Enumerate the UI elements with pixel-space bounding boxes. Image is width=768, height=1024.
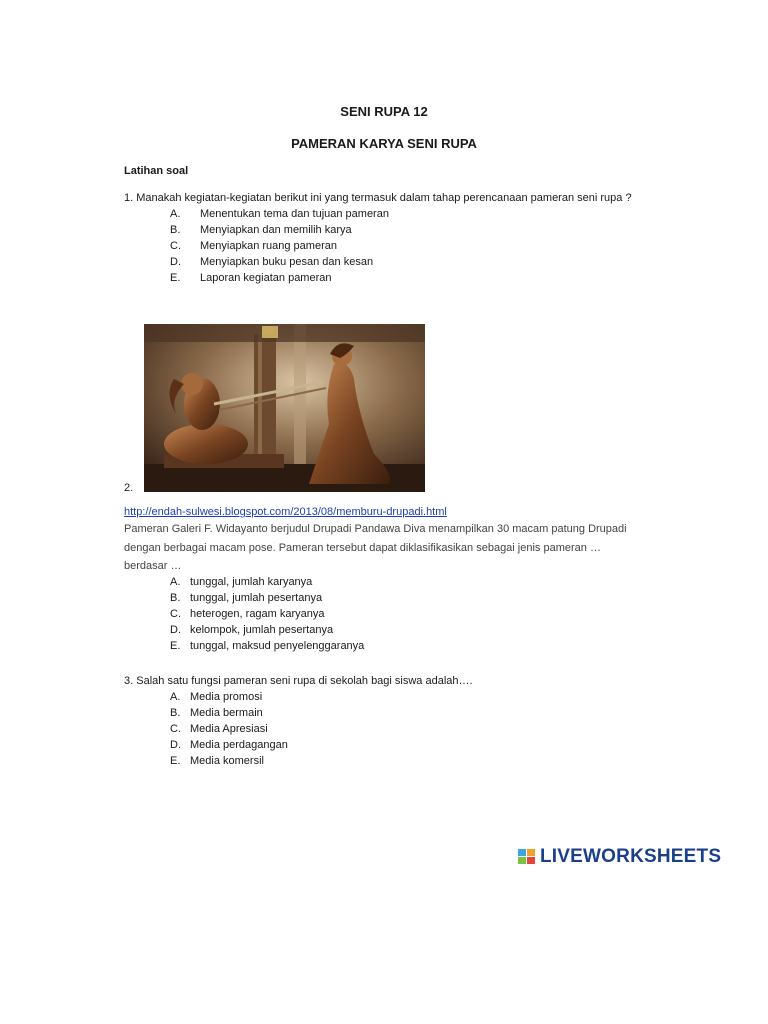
option-text: Menentukan tema dan tujuan pameran: [200, 208, 389, 220]
option-text: tunggal, jumlah pesertanya: [190, 592, 323, 604]
option-text: Menyiapkan ruang pameran: [200, 240, 337, 252]
option-text: Media perdagangan: [190, 739, 288, 751]
option-2d[interactable]: [170, 624, 333, 636]
option-text: kelompok, jumlah pesertanya: [190, 624, 334, 636]
option-3d[interactable]: [170, 739, 288, 751]
option-letter: B.: [170, 592, 181, 604]
option-3e[interactable]: [170, 755, 264, 767]
sculpture-illustration: [144, 324, 425, 492]
option-letter: D.: [170, 256, 181, 268]
question-3: [124, 675, 473, 687]
logo-text: LIVEWORKSHEETS: [540, 846, 722, 867]
option-2b[interactable]: [170, 592, 322, 604]
option-letter: A.: [170, 208, 181, 220]
question-2-number: 2.: [124, 482, 134, 494]
option-1e[interactable]: [170, 272, 331, 284]
option-text: heterogen, ragam karyanya: [190, 608, 325, 620]
question-2-text-line-2: dengan berbagai macam pose. Pameran tersebut dapat diklasifikasikan sebagai jenis pameran …: [124, 542, 601, 554]
question-2-text-line-1: Pameran Galeri F. Widayanto berjudul Drupadi Pandawa Diva menampilkan 30 macam patung Drupadi: [124, 523, 627, 535]
question-text: Manakah kegiatan-kegiatan berikut ini yang termasuk dalam tahap perencanaan pameran seni rupa ?: [136, 192, 632, 204]
option-text: Media komersil: [190, 755, 264, 767]
option-letter: E.: [170, 640, 181, 652]
option-2a[interactable]: [170, 576, 312, 588]
option-letter: D.: [170, 739, 181, 751]
option-3c[interactable]: [170, 723, 268, 735]
option-letter: E.: [170, 755, 181, 767]
option-letter: B.: [170, 707, 181, 719]
section-heading: Latihan soal: [124, 165, 189, 177]
option-2c[interactable]: [170, 608, 325, 620]
sculpture-photo: [144, 324, 425, 492]
option-text: Menyiapkan dan memilih karya: [200, 224, 352, 236]
question-number: 3.: [124, 675, 134, 687]
option-3a[interactable]: [170, 691, 262, 703]
option-text: Media promosi: [190, 691, 263, 703]
option-2e[interactable]: [170, 640, 364, 652]
question-1: [124, 192, 632, 204]
option-letter: A.: [170, 576, 181, 588]
page-title: SENI RUPA 12: [340, 104, 428, 119]
option-letter: D.: [170, 624, 181, 636]
option-letter: C.: [170, 608, 181, 620]
page-subtitle: PAMERAN KARYA SENI RUPA: [291, 136, 477, 151]
option-letter: C.: [170, 240, 181, 252]
option-letter: C.: [170, 723, 181, 735]
option-text: Media Apresiasi: [190, 723, 268, 735]
option-1b[interactable]: [170, 224, 352, 236]
question-2-text-line-3: berdasar …: [124, 560, 182, 572]
logo-blocks-icon: [518, 849, 536, 865]
option-letter: E.: [170, 272, 181, 284]
source-link[interactable]: http://endah-sulwesi.blogspot.com/2013/08/memburu-drupadi.html: [124, 506, 447, 518]
option-text: tunggal, maksud penyelenggaranya: [190, 640, 365, 652]
option-letter: A.: [170, 691, 181, 703]
option-1a[interactable]: [170, 208, 389, 220]
question-text: Salah satu fungsi pameran seni rupa di sekolah bagi siswa adalah….: [136, 675, 473, 687]
option-text: Laporan kegiatan pameran: [200, 272, 332, 284]
option-letter: B.: [170, 224, 181, 236]
option-3b[interactable]: [170, 707, 263, 719]
option-1c[interactable]: [170, 240, 337, 252]
question-number: 1.: [124, 192, 134, 204]
option-text: tunggal, jumlah karyanya: [190, 576, 313, 588]
option-1d[interactable]: [170, 256, 373, 268]
option-text: Menyiapkan buku pesan dan kesan: [200, 256, 374, 268]
option-text: Media bermain: [190, 707, 263, 719]
